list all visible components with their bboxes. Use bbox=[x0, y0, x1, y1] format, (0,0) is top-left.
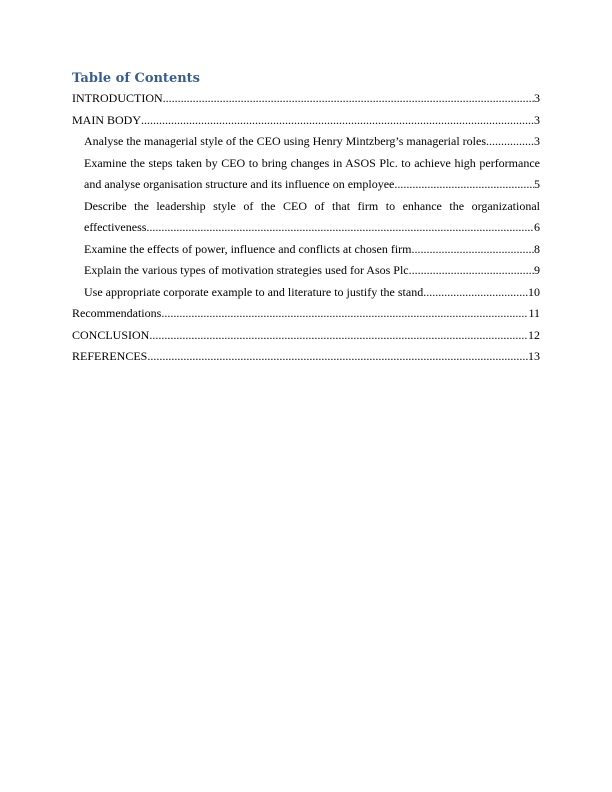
toc-entry-introduction[interactable] bbox=[72, 88, 540, 110]
toc-entry-text: Explain the various types of motivation strategies used for Asos Plc bbox=[84, 263, 409, 277]
toc-entry-leadership-style[interactable] bbox=[72, 196, 540, 239]
toc-entry-main-body[interactable] bbox=[72, 110, 540, 132]
toc-page-number: 3 bbox=[534, 91, 540, 105]
toc-entry-text: Examine the effects of power, influence and conflicts at chosen firm bbox=[84, 241, 412, 256]
toc-entry-recommendations[interactable] bbox=[72, 303, 540, 325]
toc-entry-text: CONCLUSION bbox=[72, 327, 150, 342]
toc-page-number: 8 bbox=[534, 241, 540, 256]
toc-entry-text: Recommendations bbox=[72, 306, 162, 320]
toc-entry-text-line2: effectiveness bbox=[84, 220, 147, 234]
toc-entry-power-influence[interactable] bbox=[72, 239, 540, 261]
toc-entry-motivation[interactable] bbox=[72, 260, 540, 282]
dot-leader bbox=[141, 110, 534, 132]
dot-leader bbox=[394, 174, 534, 196]
toc-page-number: 6 bbox=[534, 220, 540, 234]
toc-entry-text-line1: Examine the steps taken by CEO to bring changes in ASOS Plc. to achieve high performance bbox=[84, 155, 540, 170]
dot-leader bbox=[409, 260, 534, 282]
toc-entry-text-line1: Describe the leadership style of the CEO of that firm to enhance the organizational bbox=[84, 198, 540, 213]
toc-entry-conclusion[interactable] bbox=[72, 325, 540, 347]
dot-leader bbox=[163, 88, 534, 110]
toc-entry-steps-taken[interactable] bbox=[72, 153, 540, 196]
toc-page-number: 3 bbox=[534, 112, 540, 127]
toc-page-number: 5 bbox=[534, 177, 540, 191]
toc-entry-text-line2: and analyse organisation structure and its influence on employee bbox=[84, 177, 395, 191]
toc-entry-text: MAIN BODY bbox=[72, 112, 141, 127]
dot-leader bbox=[486, 131, 534, 153]
dot-leader bbox=[412, 239, 534, 261]
dot-leader bbox=[147, 346, 528, 368]
toc-entry-references[interactable] bbox=[72, 346, 540, 368]
toc-entry-text: Use appropriate corporate example to and literature to justify the stand bbox=[84, 284, 424, 299]
toc-entry-text: REFERENCES bbox=[72, 349, 148, 363]
toc-page-number: 10 bbox=[528, 284, 540, 299]
toc-heading: Table of Contents bbox=[72, 71, 200, 86]
toc-page-number: 11 bbox=[528, 306, 540, 320]
dot-leader bbox=[423, 282, 528, 304]
toc-page-number: 3 bbox=[534, 134, 540, 148]
toc-page-number: 13 bbox=[528, 349, 540, 363]
dot-leader bbox=[146, 217, 534, 239]
toc-entry-text: INTRODUCTION bbox=[72, 91, 163, 105]
toc-entry-corporate-example[interactable] bbox=[72, 282, 540, 304]
toc-page-number: 12 bbox=[528, 327, 540, 342]
toc-entry-text: Analyse the managerial style of the CEO using Henry Mintzberg’s managerial roles bbox=[84, 134, 486, 148]
dot-leader bbox=[149, 325, 528, 347]
toc-entry-managerial-style[interactable] bbox=[72, 131, 540, 153]
table-of-contents bbox=[72, 88, 540, 368]
dot-leader bbox=[161, 303, 528, 325]
toc-page-number: 9 bbox=[534, 263, 540, 277]
